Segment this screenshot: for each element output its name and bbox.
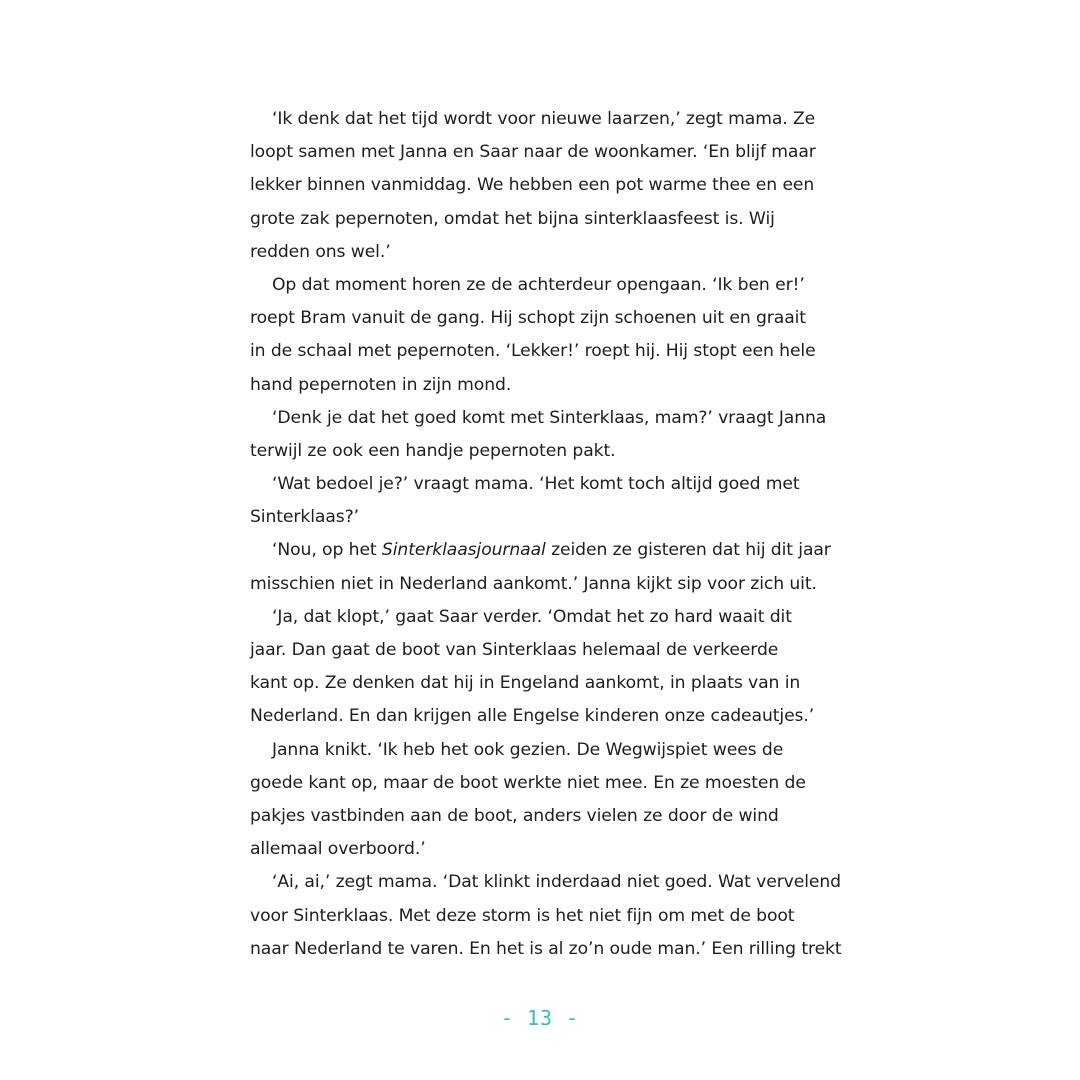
paragraph-line: ‘Ai, ai,’ zegt mama. ‘Dat klinkt inderdaad niet goed. Wat vervelend xyxy=(272,872,841,893)
paragraph-line: Op dat moment horen ze de achterdeur opengaan. ‘Ik ben er!’ xyxy=(272,274,805,295)
paragraph-line: grote zak pepernoten, omdat het bijna sinterklaasfeest is. Wij xyxy=(250,208,775,229)
paragraph-line-mixed xyxy=(250,534,850,567)
paragraph-line: ‘Denk je dat het goed komt met Sinterklaas, mam?’ vraagt Janna xyxy=(272,407,827,428)
italic-title-run: Sinterklaasjournaal xyxy=(381,540,546,561)
paragraph-line: voor Sinterklaas. Met deze storm is het niet fijn om met de boot xyxy=(250,905,795,926)
paragraph-line: hand pepernoten in zijn mond. xyxy=(250,374,512,395)
paragraph-line: allemaal overboord.’ xyxy=(250,839,426,860)
paragraph-line: roept Bram vanuit de gang. Hij schopt zijn schoenen uit en graait xyxy=(250,308,806,329)
paragraph-line: in de schaal met pepernoten. ‘Lekker!’ roept hij. Hij stopt een hele xyxy=(250,341,816,362)
paragraph-line: terwijl ze ook een handje pepernoten pakt. xyxy=(250,440,616,461)
page-number: - 13 - xyxy=(500,1006,580,1030)
paragraph-line: loopt samen met Janna en Saar naar de woonkamer. ‘En blijf maar xyxy=(250,142,816,163)
paragraph-line: ‘Ik denk dat het tijd wordt voor nieuwe laarzen,’ zegt mama. Ze xyxy=(272,109,816,129)
paragraph-line: lekker binnen vanmiddag. We hebben een pot warme thee en een xyxy=(250,175,815,196)
paragraph-line: jaar. Dan gaat de boot van Sinterklaas helemaal de verkeerde xyxy=(250,640,779,660)
paragraph-line: misschien niet in Nederland aankomt.’ Janna kijkt sip voor zich uit. xyxy=(250,573,817,594)
paragraph-line: redden ons wel.’ xyxy=(250,241,391,262)
body-text xyxy=(250,103,850,966)
paragraph-line: pakjes vastbinden aan de boot, anders vielen ze door de wind xyxy=(250,805,779,826)
paragraph-line: ‘Wat bedoel je?’ vraagt mama. ‘Het komt toch altijd goed met xyxy=(272,474,800,495)
paragraph-line: kant op. Ze denken dat hij in Engeland aankomt, in plaats van in xyxy=(250,673,801,694)
paragraph-line: goede kant op, maar de boot werkte niet mee. En ze moesten de xyxy=(250,772,806,793)
paragraph-line: naar Nederland te varen. En het is al zo’n oude man.’ Een rilling trekt xyxy=(250,938,842,959)
paragraph-line: Nederland. En dan krijgen alle Engelse kinderen onze cadeautjes.’ xyxy=(250,706,815,727)
paragraph-line: ‘Ja, dat klopt,’ gaat Saar verder. ‘Omdat het zo hard waait dit xyxy=(272,606,792,627)
text-run: ‘Nou, op het xyxy=(272,540,382,561)
paragraph-line: Janna knikt. ‘Ik heb het ook gezien. De Wegwijspiet wees de xyxy=(272,739,784,760)
text-run: zeiden ze gisteren dat hij dit jaar xyxy=(545,540,831,561)
paragraph-line: Sinterklaas?’ xyxy=(250,507,359,528)
